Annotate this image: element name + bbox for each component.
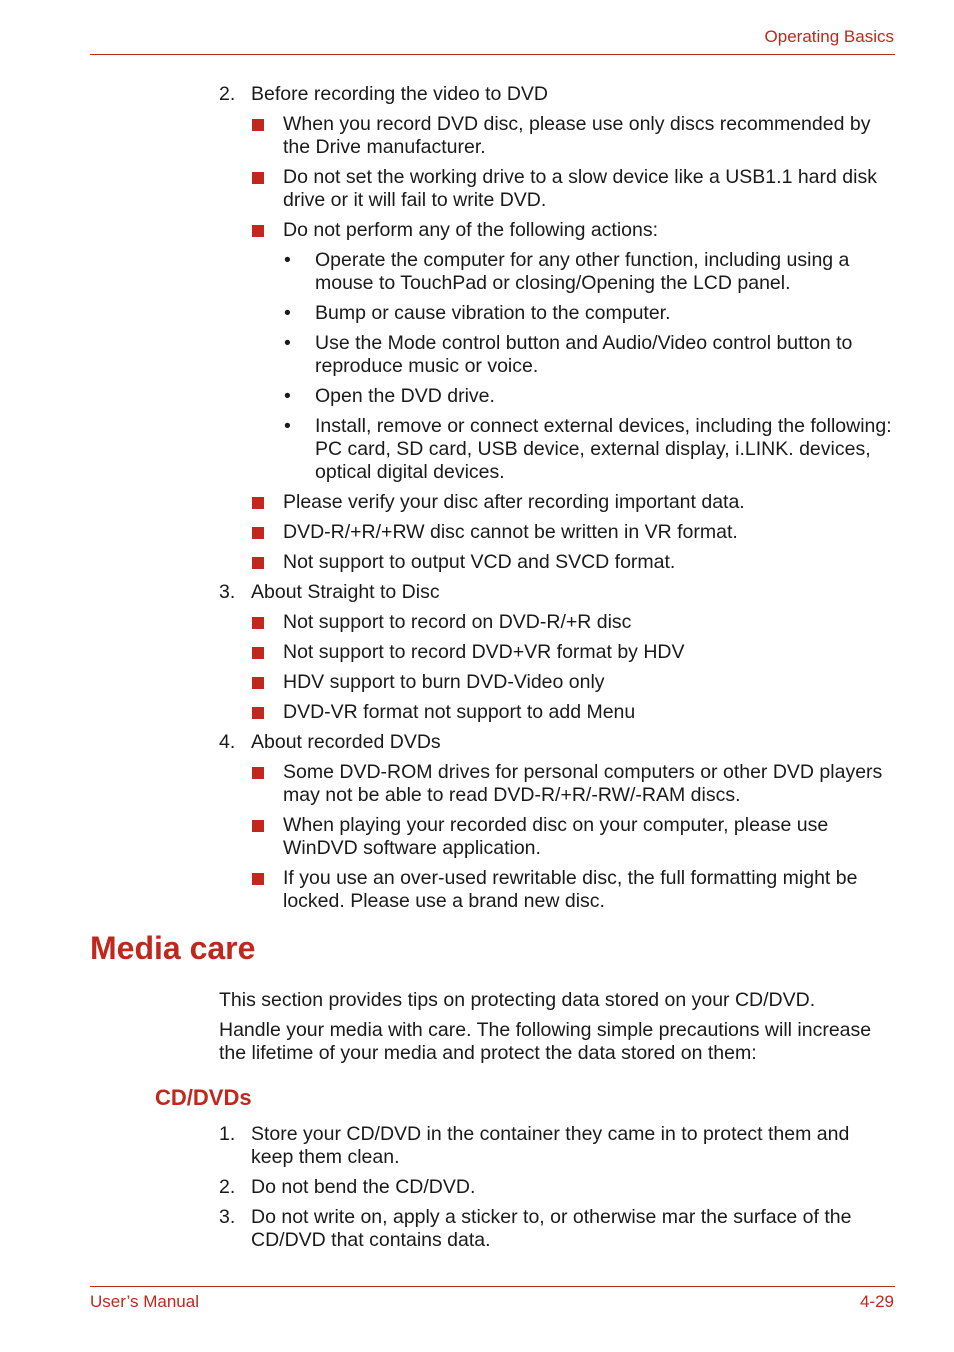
list-number: 1. — [219, 1123, 236, 1145]
footer-manual-title: User’s Manual — [90, 1292, 199, 1311]
sub-bullet-text: Open the DVD drive. — [315, 385, 495, 407]
bullet-item — [283, 551, 895, 574]
bullet-text: Please verify your disc after recording important data. — [283, 491, 745, 513]
square-bullet-icon — [252, 820, 264, 832]
running-header: Operating Basics — [764, 27, 894, 46]
bullet-item — [283, 491, 895, 514]
sub-bullet-item — [284, 332, 895, 378]
list-text: Do not write on, apply a sticker to, or otherwise mar the surface of the CD/DVD that contains data. — [251, 1206, 852, 1251]
list-number: 2. — [219, 83, 236, 105]
square-bullet-icon — [252, 497, 264, 509]
list-item — [219, 1176, 893, 1199]
list-text: About recorded DVDs — [251, 731, 441, 753]
list-item — [219, 83, 893, 106]
sub-bullet-item — [284, 415, 895, 484]
dot-bullet-icon: • — [284, 249, 291, 271]
bullet-item — [283, 611, 895, 634]
dot-bullet-icon: • — [284, 332, 291, 354]
dot-bullet-icon: • — [284, 415, 291, 437]
bullet-item — [283, 219, 895, 242]
bullet-text: If you use an over-used rewritable disc, the full formatting might be locked. Please use a brand new disc. — [283, 867, 858, 912]
square-bullet-icon — [252, 172, 264, 184]
bullet-item — [283, 671, 895, 694]
bullet-item — [283, 641, 895, 664]
sub-bullet-item — [284, 249, 895, 295]
bullet-item — [283, 761, 895, 807]
bullet-text: Do not perform any of the following actions: — [283, 219, 659, 241]
sub-bullet-text: Bump or cause vibration to the computer. — [315, 302, 671, 324]
list-item — [219, 581, 893, 604]
bullet-item — [283, 701, 895, 724]
list-number: 3. — [219, 1206, 236, 1228]
bullet-text: When you record DVD disc, please use only discs recommended by the Drive manufacturer. — [283, 113, 871, 158]
list-text: Before recording the video to DVD — [251, 83, 548, 105]
list-text: About Straight to Disc — [251, 581, 440, 603]
list-text: Do not bend the CD/DVD. — [251, 1176, 476, 1198]
bullet-text: Do not set the working drive to a slow device like a USB1.1 hard disk drive or it will fail to write DVD. — [283, 166, 877, 211]
bullet-text: HDV support to burn DVD-Video only — [283, 671, 605, 693]
sub-bullet-item — [284, 302, 895, 325]
footer-rule — [90, 1286, 895, 1287]
bullet-text: Not support to record DVD+VR format by HDV — [283, 641, 685, 663]
square-bullet-icon — [252, 647, 264, 659]
bullet-item — [283, 166, 895, 212]
page-number: 4-29 — [859, 1292, 894, 1311]
paragraph: This section provides tips on protecting data stored on your CD/DVD. — [219, 989, 816, 1011]
square-bullet-icon — [252, 527, 264, 539]
bullet-text: Not support to output VCD and SVCD format. — [283, 551, 676, 573]
header-rule — [90, 54, 895, 55]
list-number: 3. — [219, 581, 236, 603]
sub-bullet-item — [284, 385, 895, 408]
square-bullet-icon — [252, 707, 264, 719]
square-bullet-icon — [252, 617, 264, 629]
square-bullet-icon — [252, 873, 264, 885]
list-number: 2. — [219, 1176, 236, 1198]
bullet-text: Some DVD-ROM drives for personal computers or other DVD players may not be able to read DVD-R/+R/-RW/-RAM discs. — [283, 761, 883, 806]
paragraph: Handle your media with care. The following simple precautions will increase the lifetime of your media and protect the data stored on them: — [219, 1019, 872, 1064]
bullet-text: When playing your recorded disc on your computer, please use WinDVD software application. — [283, 814, 829, 859]
bullet-text: DVD-VR format not support to add Menu — [283, 701, 636, 723]
bullet-item — [283, 113, 895, 159]
list-number: 4. — [219, 731, 236, 753]
list-item — [219, 1206, 893, 1252]
square-bullet-icon — [252, 767, 264, 779]
square-bullet-icon — [252, 119, 264, 131]
list-text: Store your CD/DVD in the container they came in to protect them and keep them clean. — [251, 1123, 850, 1168]
bullet-text: DVD-R/+R/+RW disc cannot be written in VR format. — [283, 521, 738, 543]
dot-bullet-icon: • — [284, 302, 291, 324]
sub-bullet-text: Operate the computer for any other function, including using a mouse to TouchPad or closing/Opening the LCD panel. — [315, 249, 850, 294]
dot-bullet-icon: • — [284, 385, 291, 407]
bullet-item — [283, 521, 895, 544]
bullet-item — [283, 814, 895, 860]
list-item — [219, 731, 893, 754]
square-bullet-icon — [252, 225, 264, 237]
sub-bullet-text: Install, remove or connect external devices, including the following: PC card, SD card, USB device, external display, i.LINK. devices, optical digital devices. — [315, 415, 892, 483]
section-heading: Media care — [90, 930, 256, 966]
bullet-text: Not support to record on DVD-R/+R disc — [283, 611, 632, 633]
cd-dvd-list — [0, 1123, 954, 1259]
square-bullet-icon — [252, 677, 264, 689]
list-item — [219, 1123, 893, 1169]
bullet-item — [283, 867, 895, 913]
subsection-heading: CD/DVDs — [155, 1085, 252, 1110]
sub-bullet-text: Use the Mode control button and Audio/Video control button to reproduce music or voice. — [315, 332, 853, 377]
main-content — [0, 83, 954, 920]
square-bullet-icon — [252, 557, 264, 569]
